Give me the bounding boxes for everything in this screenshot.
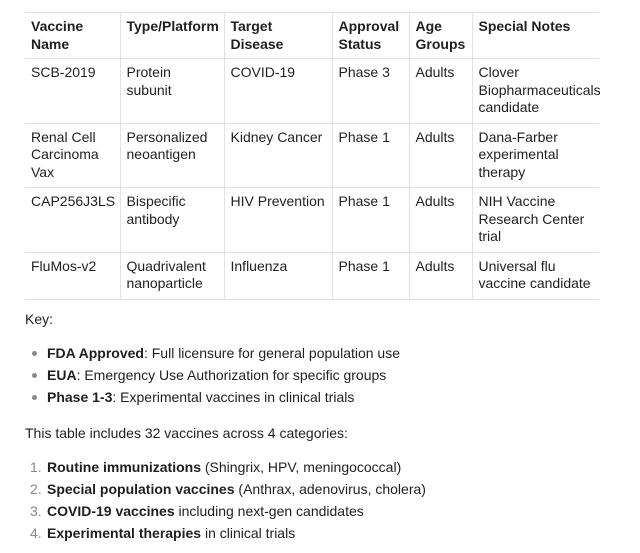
- list-item: [25, 525, 426, 547]
- list-item: [25, 389, 400, 411]
- cell-type-platform: Personalized neoantigen: [120, 123, 224, 188]
- category-term: Special population vaccines: [47, 481, 235, 497]
- header-text: Age: [415, 18, 442, 34]
- cell-vaccine-name: FluMos-v2: [25, 252, 120, 299]
- table-header-row: [25, 13, 599, 59]
- key-list: [25, 345, 400, 411]
- header-text: Groups: [415, 35, 466, 52]
- cell-approval-status: Phase 1: [332, 188, 409, 253]
- cell-target-disease: Kidney Cancer: [224, 123, 332, 188]
- category-description: including next-gen candidates: [174, 503, 364, 519]
- table-row: [25, 252, 599, 299]
- cell-approval-status: Phase 1: [332, 252, 409, 299]
- key-description: : Emergency Use Authorization for specific groups: [76, 367, 387, 383]
- header-text: Vaccine: [31, 18, 84, 34]
- table-row: [25, 59, 599, 124]
- list-number: 1.: [30, 459, 42, 475]
- header-approval-status: [332, 13, 409, 59]
- cell-age-groups: Adults: [409, 188, 472, 253]
- bullet-icon: [32, 351, 37, 356]
- category-description: in clinical trials: [201, 525, 296, 541]
- cell-vaccine-name: CAP256J3LS: [25, 188, 120, 253]
- cell-age-groups: Adults: [409, 123, 472, 188]
- cell-special-notes: NIH Vaccine Research Center trial: [472, 188, 599, 253]
- key-term: Phase 1-3: [47, 389, 113, 405]
- list-item: [25, 459, 426, 481]
- header-type-platform: [120, 13, 224, 59]
- header-text: Type/Platform: [126, 18, 219, 34]
- list-item: [25, 345, 400, 367]
- header-text: Approval: [338, 18, 400, 34]
- bullet-icon: [32, 373, 37, 378]
- list-number: 3.: [30, 503, 42, 519]
- header-text: Disease: [230, 35, 284, 52]
- key-heading: Key:: [25, 311, 54, 327]
- bullet-icon: [32, 395, 37, 400]
- header-text: Special Notes: [478, 18, 571, 34]
- category-term: Experimental therapies: [47, 525, 202, 541]
- cell-age-groups: Adults: [409, 252, 472, 299]
- header-special-notes: [472, 13, 599, 59]
- header-text: Name: [31, 35, 70, 52]
- table-row: [25, 123, 599, 188]
- cell-vaccine-name: SCB-2019: [25, 59, 120, 124]
- list-item: [25, 367, 400, 389]
- header-age-groups: [409, 13, 472, 59]
- category-term: COVID-19 vaccines: [47, 503, 175, 519]
- cell-type-platform: Quadrivalent nanoparticle: [120, 252, 224, 299]
- list-item: [25, 481, 426, 503]
- summary-text: This table includes 32 vaccines across 4 categories:: [25, 425, 348, 441]
- cell-special-notes: Universal flu vaccine candidate: [472, 252, 599, 299]
- cell-type-platform: Bispecific antibody: [120, 188, 224, 253]
- header-text: Status: [338, 35, 382, 52]
- header-text: Target: [230, 18, 273, 34]
- category-description: (Shingrix, HPV, meningococcal): [201, 459, 402, 475]
- key-description: : Full licensure for general population use: [143, 345, 401, 361]
- cell-target-disease: COVID-19: [224, 59, 332, 124]
- list-item: [25, 503, 426, 525]
- key-term: EUA: [47, 367, 77, 383]
- category-term: Routine immunizations: [47, 459, 201, 475]
- key-term: FDA Approved: [47, 345, 144, 361]
- cell-target-disease: Influenza: [224, 252, 332, 299]
- category-description: (Anthrax, adenovirus, cholera): [234, 481, 426, 497]
- list-number: 2.: [30, 481, 42, 497]
- list-number: 4.: [30, 525, 42, 541]
- cell-special-notes: Dana-Farber experimental therapy: [472, 123, 599, 188]
- category-list: [25, 459, 426, 547]
- cell-age-groups: Adults: [409, 59, 472, 124]
- cell-target-disease: HIV Prevention: [224, 188, 332, 253]
- cell-special-notes: Clover Biopharmaceuticals candidate: [472, 59, 599, 124]
- cell-approval-status: Phase 3: [332, 59, 409, 124]
- cell-vaccine-name: Renal Cell Carcinoma Vax: [25, 123, 120, 188]
- vaccine-table: [25, 12, 599, 300]
- cell-approval-status: Phase 1: [332, 123, 409, 188]
- table-row: [25, 188, 599, 253]
- header-target-disease: [224, 13, 332, 59]
- cell-type-platform: Protein subunit: [120, 59, 224, 124]
- header-vaccine-name: [25, 13, 120, 59]
- key-description: : Experimental vaccines in clinical trials: [112, 389, 355, 405]
